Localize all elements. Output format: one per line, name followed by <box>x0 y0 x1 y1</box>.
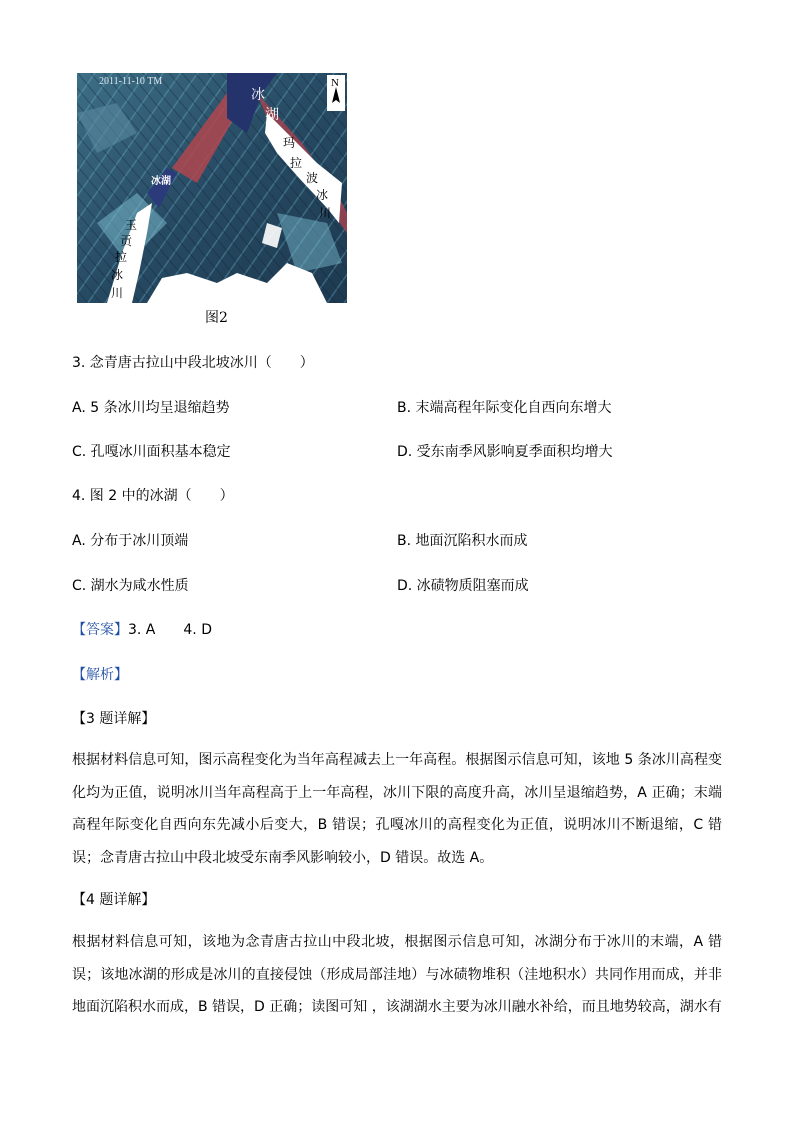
satellite-figure <box>77 73 347 303</box>
question-3-stem: 3. 念青唐古拉山中段北坡冰川（ ） <box>72 355 314 371</box>
glacier-left-char-2: 贡 <box>120 234 133 248</box>
answer-tag: 【答案】 <box>72 622 128 638</box>
figure-caption: 图2 <box>205 310 228 326</box>
glacier-right-char-5: 川 <box>319 206 332 220</box>
question-4-option-a: A. 分布于冰川顶端 <box>72 533 189 549</box>
question-4-option-c: C. 湖水为咸水性质 <box>72 578 189 594</box>
glacier-left-char-4: 冰 <box>111 268 124 282</box>
glacier-left-char-1: 玉 <box>125 218 138 232</box>
lake-left-label: 冰湖 <box>151 176 171 187</box>
glacier-right-char-3: 波 <box>306 171 319 185</box>
analysis-tag: 【解析】 <box>72 667 128 683</box>
glacier-left-char-5: 川 <box>111 286 124 300</box>
glacier-right-char-2: 拉 <box>290 156 303 170</box>
glacier-right-char-1: 玛 <box>283 136 296 150</box>
question-4-option-b: B. 地面沉陷积水而成 <box>397 533 528 549</box>
answer-text: 3. A 4. D <box>128 622 212 638</box>
question-4-stem: 4. 图 2 中的冰湖（ ） <box>72 488 234 504</box>
detail-3-text: 根据材料信息可知，图示高程变化为当年高程减去上一年高程。根据图示信息可知，该地 5 条冰川高程变化均为正值，说明冰川当年高程高于上一年高程，冰川下限的高度升高，冰川呈退缩趋势，A 正确；末端高程年际变化自西向东先减小后变大，B 错误；孔嘎冰川的高程变化为正值，说明冰川不断退缩，C 错误；念青唐古拉山中段北坡受东南季风影响较小，D 错误。故选 A。 <box>72 752 722 866</box>
date-stamp: 2011-11-10 TM <box>99 76 163 87</box>
question-3-option-a: A. 5 条冰川均呈退缩趋势 <box>72 400 230 416</box>
lake-top-char-2: 湖 <box>265 107 279 123</box>
question-4-option-d: D. 冰碛物质阻塞而成 <box>397 578 529 594</box>
answer-line <box>72 619 212 639</box>
lake-top-char-1: 冰 <box>251 87 265 103</box>
detail-4-tag: 【4 题详解】 <box>72 892 156 908</box>
detail-3-tag: 【3 题详解】 <box>72 711 156 727</box>
detail-4-text: 根据材料信息可知，该地为念青唐古拉山中段北坡，根据图示信息可知，冰湖分布于冰川的末端，A 错误；该地冰湖的形成是冰川的直接侵蚀（形成局部洼地）与冰碛物堆积（洼地积水）共同作用而成，并非地面沉陷积水而成，B 错误，D 正确；读图可知 ，该湖湖水主要为冰川融水补给，而且地势较高，湖水有 <box>72 934 722 1015</box>
question-3-option-b: B. 末端高程年际变化自西向东增大 <box>397 400 612 416</box>
satellite-image <box>77 73 347 303</box>
question-3-option-c: C. 孔嘎冰川面积基本稳定 <box>72 444 231 460</box>
glacier-right-char-4: 冰 <box>316 188 329 202</box>
glacier-left-char-3: 拉 <box>115 250 128 264</box>
north-label: N <box>331 77 339 89</box>
question-3-option-d: D. 受东南季风影响夏季面积均增大 <box>397 444 613 460</box>
